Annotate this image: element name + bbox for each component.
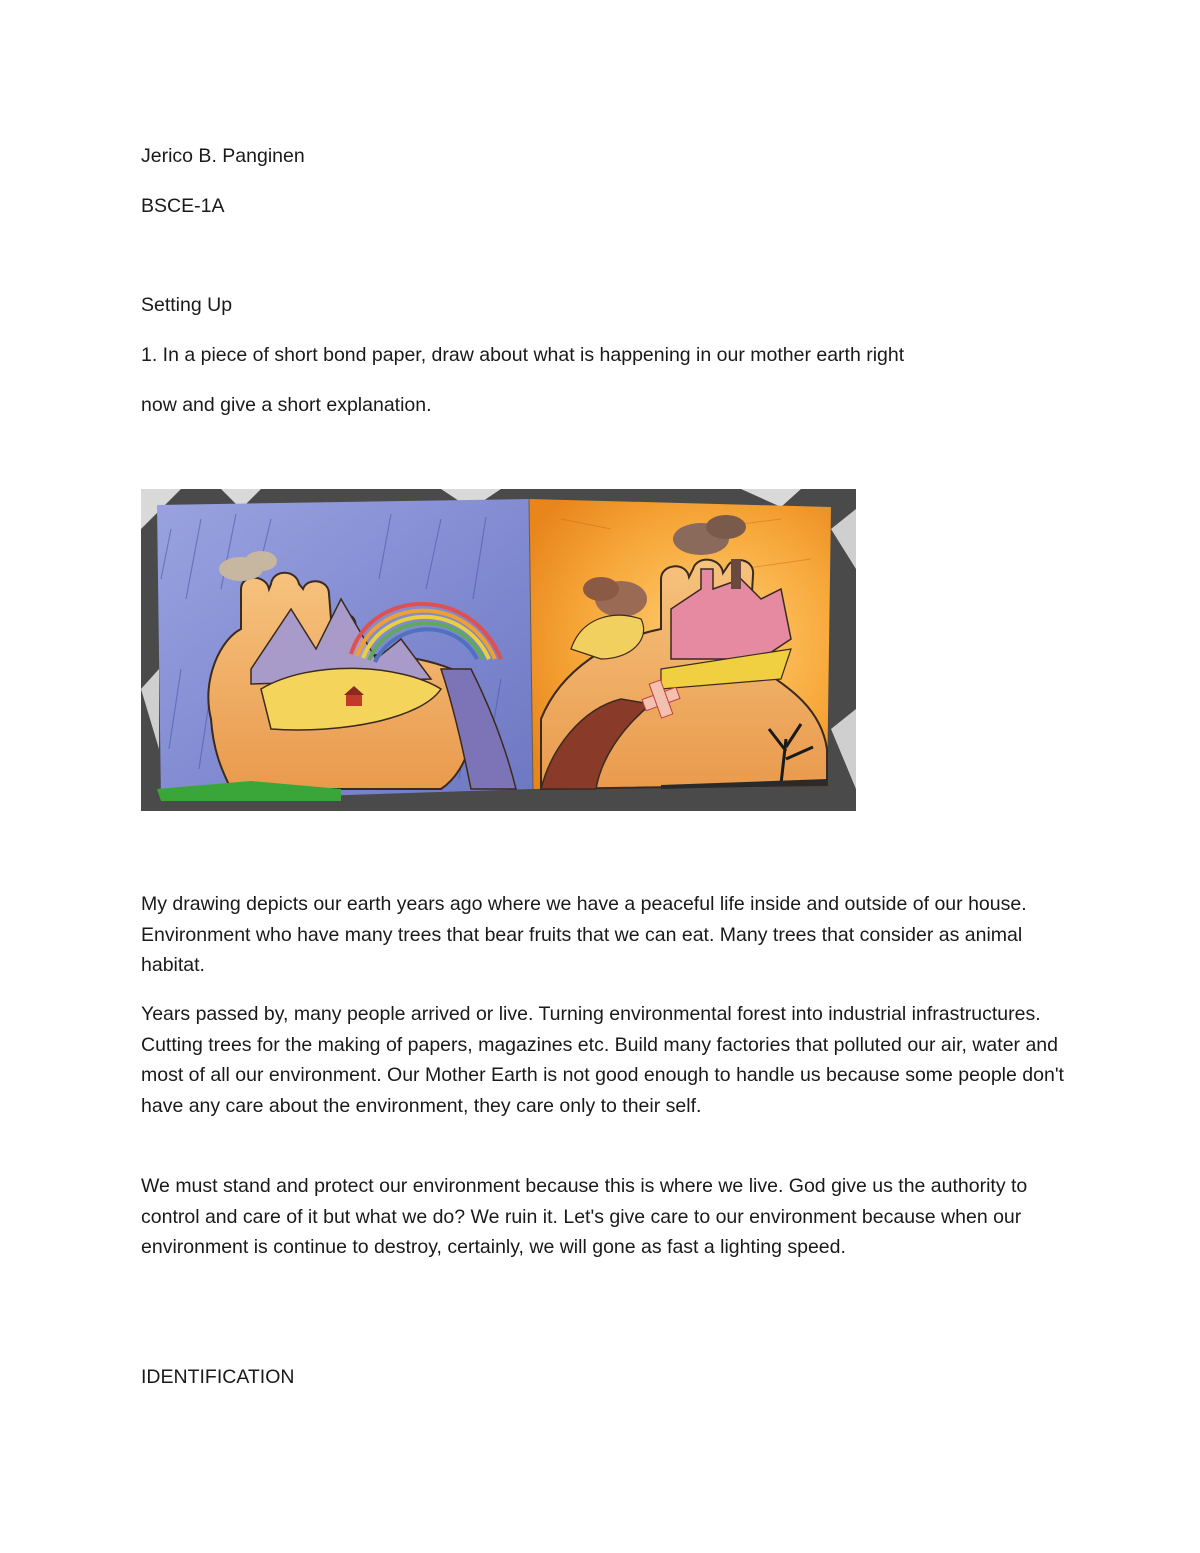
instruction-line-1: 1. In a piece of short bond paper, draw about what is happening in our mother earth right [141, 344, 905, 366]
activity-title: Setting Up [141, 294, 233, 316]
student-name: Jerico B. Panginen [141, 145, 305, 167]
explanation-paragraph-3: We must stand and protect our environment because this is where we live. God give us the authority to control and care of it but what we do? We ruin it. Let's give care to our environment because when our environment is continue to destroy, certainly, we will gone as fast a lighting speed. [141, 1175, 1028, 1258]
student-section: BSCE-1A [141, 195, 225, 217]
instruction-line-2: now and give a short explanation. [141, 394, 432, 416]
explanation-paragraph-1: My drawing depicts our earth years ago where we have a peaceful life inside and outside of our house. Environment who have many trees that bear fruits that we can eat. Many trees that consider as animal habitat. [141, 893, 1027, 976]
explanation-paragraph-2: Years passed by, many people arrived or live. Turning environmental forest into industrial infrastructures. Cutting trees for the making of papers, magazines etc. Build many factories that polluted our air, water and most of all our environment. Our Mother Earth is not good enough to handle us because some people don't have any care about the environment, they care only to their self. [141, 1003, 1064, 1117]
section-heading-identification: IDENTIFICATION [141, 1366, 295, 1388]
environment-drawing [141, 489, 856, 811]
